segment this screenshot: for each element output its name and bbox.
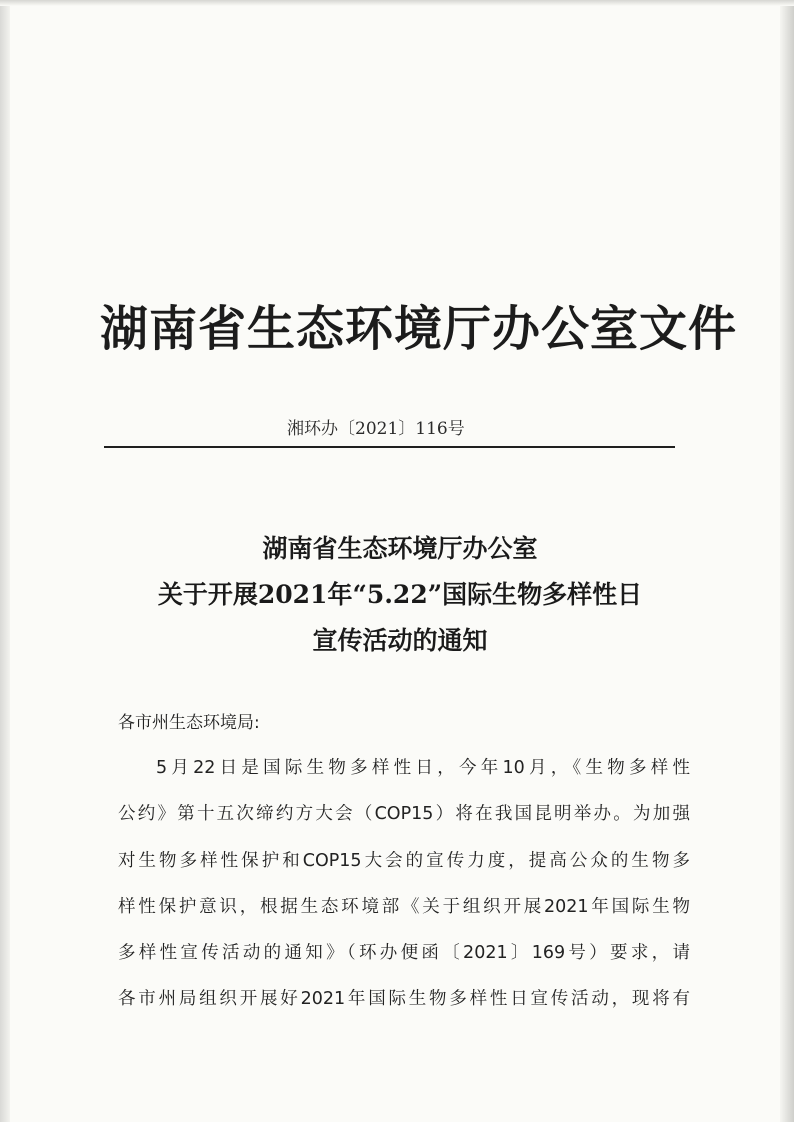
document-header: 湖南省生态环境厅办公室文件 bbox=[100, 301, 738, 357]
body-paragraph-line: 各市州局组织开展好2021年国际生物多样性日宣传活动，现将有 bbox=[118, 989, 690, 1009]
scan-edge-top bbox=[0, 0, 794, 6]
body-paragraph-line: 多样性宣传活动的通知》（环办便函〔2021〕169号）要求，请 bbox=[118, 943, 690, 963]
body-paragraph-line: 对生物多样性保护和COP15大会的宣传力度，提高公众的生物多 bbox=[118, 851, 690, 871]
notice-title-line-2: 关于开展2021年“5.22”国际生物多样性日 bbox=[157, 580, 643, 609]
body-paragraph-line: 5月22日是国际生物多样性日，今年10月，《生物多样性 bbox=[156, 758, 690, 778]
scan-edge-left bbox=[0, 0, 10, 1122]
body-paragraph-line: 样性保护意识，根据生态环境部《关于组织开展2021年国际生物 bbox=[118, 897, 690, 917]
addressee: 各市州生态环境局: bbox=[118, 713, 260, 733]
notice-title-line-1: 湖南省生态环境厅办公室 bbox=[262, 534, 538, 563]
header-divider bbox=[104, 446, 675, 448]
scan-edge-right bbox=[780, 0, 794, 1122]
document-number: 湘环办〔2021〕116号 bbox=[287, 419, 465, 439]
body-paragraph-line: 公约》第十五次缔约方大会（COP15）将在我国昆明举办。为加强 bbox=[118, 804, 690, 824]
notice-title-line-3: 宣传活动的通知 bbox=[312, 626, 488, 655]
